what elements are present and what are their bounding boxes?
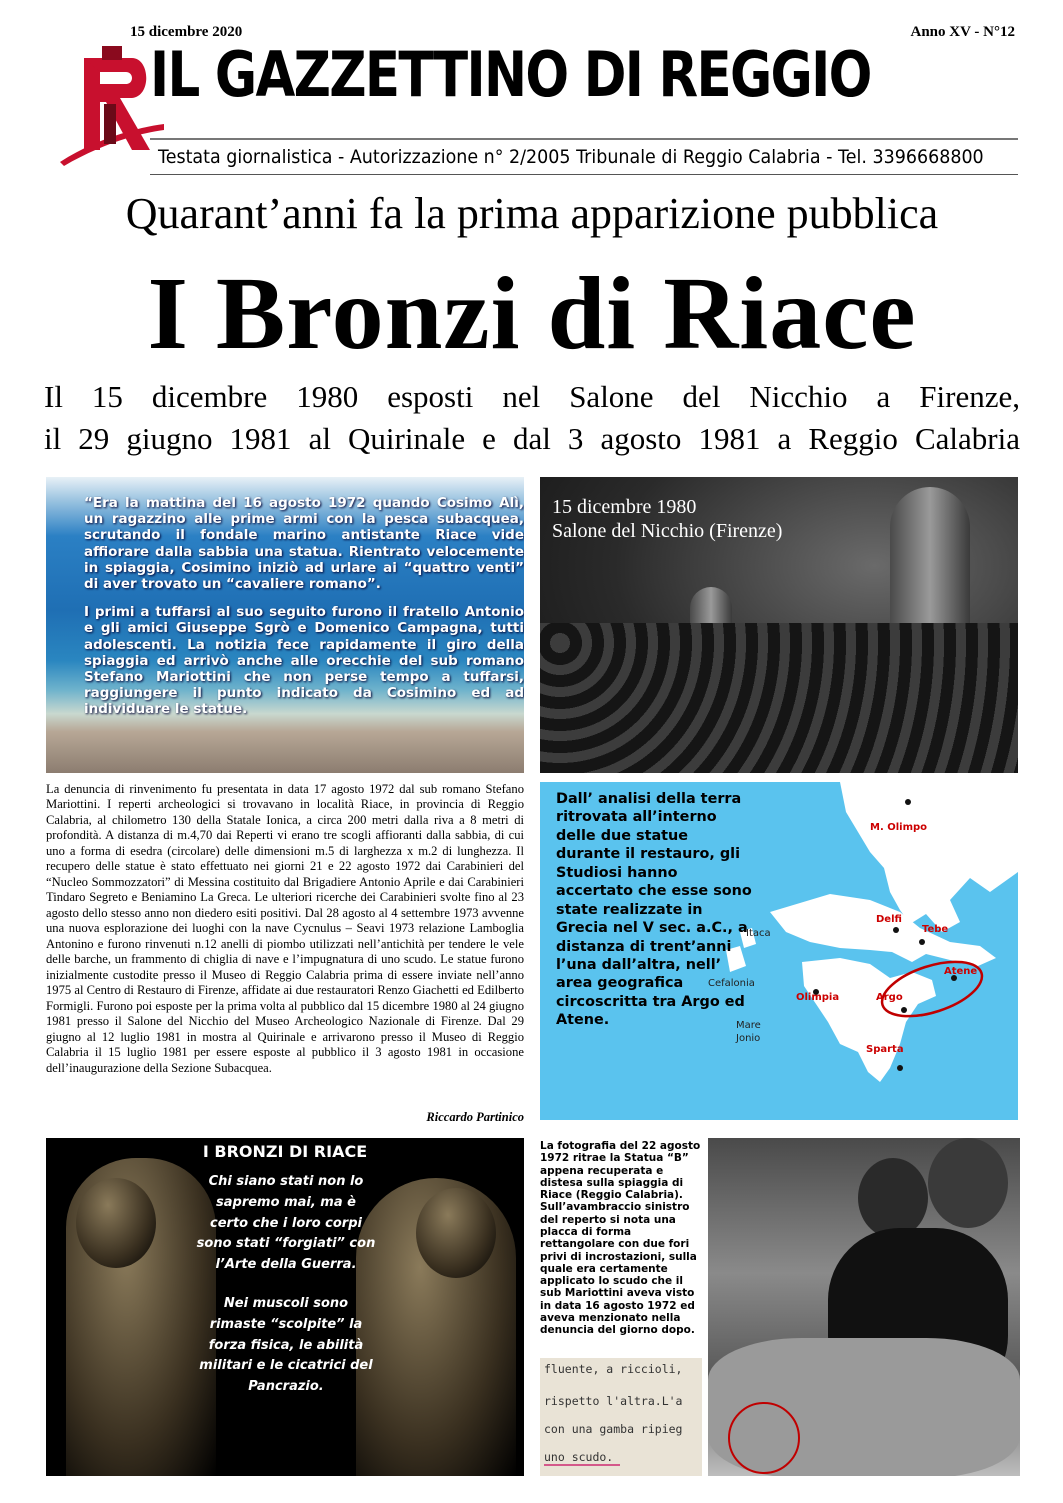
bronzi-poem xyxy=(196,1172,376,1416)
greece-map xyxy=(540,782,1018,1120)
caption-line: 15 dicembre 1980 xyxy=(552,496,697,518)
shield-plate-highlight xyxy=(728,1402,800,1474)
byline: Riccardo Partinico xyxy=(426,1110,524,1124)
map-label: Delfi xyxy=(876,914,902,925)
deck-line: Il 15 dicembre 1980 esposti nel Salone del Nicchio a Firenze, xyxy=(44,379,1020,414)
masthead-subtitle: Testata giornalistica - Autorizzazione n° 2/2005 Tribunale di Reggio Calabria - Tel. 3396668800 xyxy=(158,146,984,168)
typewriter-line: rispetto l'altra.L'a xyxy=(544,1394,683,1408)
sea-paragraph: “Era la mattina del 16 agosto 1972 quando Cosimo Alì, un ragazzino alle prime armi con la pesca subacquea, scrutando il fondale marino antistante Riace vide affiorare dalla sabbia una statua. Rientrato velocemente in spiaggia, Cosimino iniziò ad urlare ai “quattro venti” di aver trovato un “cavaliere romano”. xyxy=(84,495,524,592)
denuncia-excerpt xyxy=(540,1358,702,1476)
map-label: Itaca xyxy=(746,928,771,939)
bronzi-panel xyxy=(46,1138,524,1476)
poem-stanza: Nei muscoli sono rimaste “scolpite” la forza fisica, le abilità militari e le cicatrici del Pancrazio. xyxy=(199,1295,373,1395)
map-label: Mare xyxy=(736,1020,761,1031)
article-body: La denuncia di rinvenimento fu presentata in data 17 agosto 1972 dal sub romano Stefano Mariottini. I reperti archeologici si trovavano in località Riace, in provincia di Reggio Calabria, al chilometro 130 della Statale Ionica, a circa 200 metri dalla riva a 8 metri di profondità. A distanza di m.4,70 dai Reperti vi erano tre scogli affioranti dalla sabbia, di cui uno a forma di esedra (circolare) delle dimensioni m.5 di larghezza x m.2 di lunghezza. Il recupero delle statue è stato effettuato nei giorni 21 e 22 agosto 1972 dai Carabinieri del “Nucleo Sommozzatori” di Messina costituito dal Brigadiere Antonio Aprile e dai Carabinieri Tindaro Segreto e Beniamino La Greca. Le ulteriori ricerche dei Carabinieri svolte fino al 23 agosto dello stesso anno non diedero esiti positivi. Dal 28 agosto al 4 settembre 1973 avvenne una nuova esplorazione dei luoghi con la nave Cycnulus – Seavi 1973 relazione Lamboglia Antonino e furono rinvenuti n.12 anelli di piombo utilizzati nell’antichità per tendere le vele delle barche, un frammento di chiglia di nave e l’impugnatura di uno scudo. Le statue furono inizialmente custodite presso il Museo di Reggio Calabria prima di essere inviate nell’anno 1975 al Centro di Restauro di Firenze, affidate ai due restauratori Renzo Giachetti ed Edilberto Formigli. Furono poi esposte per la prima volta al pubblico dal 15 dicembre 1980 al 24 giugno 1981 presso il Salone del Nicchio del Museo Archeologico Nazionale di Firenze. Dal 29 giugno al 12 luglio 1981 in mostra al Quirinale e arrivarono presso il Museo di Reggio Calabria il 15 luglio 1981 per essere esposte al pubblico il 3 agosto 1981 in occasione dell’inaugurazione della Sezione Subacquea. xyxy=(46,782,524,1075)
map-label: Jonio xyxy=(736,1033,761,1044)
recovery-photo xyxy=(708,1138,1020,1476)
diver-silhouette xyxy=(858,1158,928,1238)
map-caption: Dall’ analisi della terra ritrovata all’interno delle due statue durante il restauro, gli Studiosi hanno accertato che esse sono state realizzate in Grecia nel V sec. a.C., a distanza di trent’anni l’una dall’altra, nell’ area geografica circoscritta tra Argo ed Atene. xyxy=(556,791,752,1029)
map-label: Argo xyxy=(876,992,903,1003)
masthead: IL GAZZETTINO DI REGGIO xyxy=(150,38,871,111)
diver-silhouette xyxy=(928,1138,1008,1228)
sea-photo-panel xyxy=(46,477,524,773)
crowd-silhouette xyxy=(540,623,1018,773)
map-label: Atene xyxy=(944,966,978,977)
photo-caption: La fotografia del 22 agosto 1972 ritrae la Statua “B” appena recuperata e distesa sulla spiaggia di Riace (Reggio Calabria). Sull’avambraccio sinistro del reperto si nota una placca di forma rettangolare con due fori privi di incrostazioni, sulla quale era certamente applicato lo scudo che il sub Mariottini aveva visto in data 16 agosto 1972 ed aveva menzionato nella denuncia del giorno dopo. xyxy=(540,1140,701,1337)
exhibition-caption xyxy=(552,495,782,543)
issue-number: Anno XV - N°12 xyxy=(910,24,1015,40)
map-label: Tebe xyxy=(922,924,949,935)
typewriter-line: uno scudo. xyxy=(544,1450,614,1464)
exhibition-photo xyxy=(540,477,1018,773)
masthead-rule-bottom xyxy=(150,174,1018,175)
typewriter-line: fluente, a riccioli, xyxy=(544,1362,683,1376)
map-label: Sparta xyxy=(866,1044,904,1055)
headline: I Bronzi di Riace xyxy=(147,256,917,371)
highlight-underline xyxy=(544,1464,620,1466)
bronze-head-left xyxy=(76,1178,156,1268)
sea-story xyxy=(84,495,524,729)
deck-line: il 29 giugno 1981 al Quirinale e dal 3 agosto 1981 a Reggio Calabria xyxy=(44,420,1020,456)
masthead-rule xyxy=(150,138,1018,140)
deck xyxy=(44,376,1020,460)
issue-date: 15 dicembre 2020 xyxy=(130,24,243,40)
bronze-head-right xyxy=(416,1188,496,1278)
bronzi-title: I BRONZI DI RIACE xyxy=(202,1142,368,1161)
typewriter-line: con una gamba ripieg xyxy=(544,1422,683,1436)
kicker: Quarant’anni fa la prima apparizione pubblica xyxy=(125,189,939,238)
sea-paragraph: I primi a tuffarsi al suo seguito furono il fratello Antonio e gli amici Giuseppe Sgrò e Domenico Campagna, tutti adolescenti. La notizia fece rapidamente il giro della spiaggia ed arrivò anche alle orecchie del sub romano Stefano Mariottini che non perse tempo a tuffarsi, raggiungere il punto indicato da Cosimino ed ad individuare le statue. xyxy=(84,604,524,718)
map-label: M. Olimpo xyxy=(870,822,928,833)
map-label: Olimpia xyxy=(796,992,840,1003)
poem-stanza: Chi siano stati non lo sapremo mai, ma è certo che i loro corpi sono stati “forgiati” con l’Arte della Guerra. xyxy=(196,1174,376,1273)
caption-line: Salone del Nicchio (Firenze) xyxy=(552,520,783,542)
map-label: Cefalonia xyxy=(708,978,755,989)
